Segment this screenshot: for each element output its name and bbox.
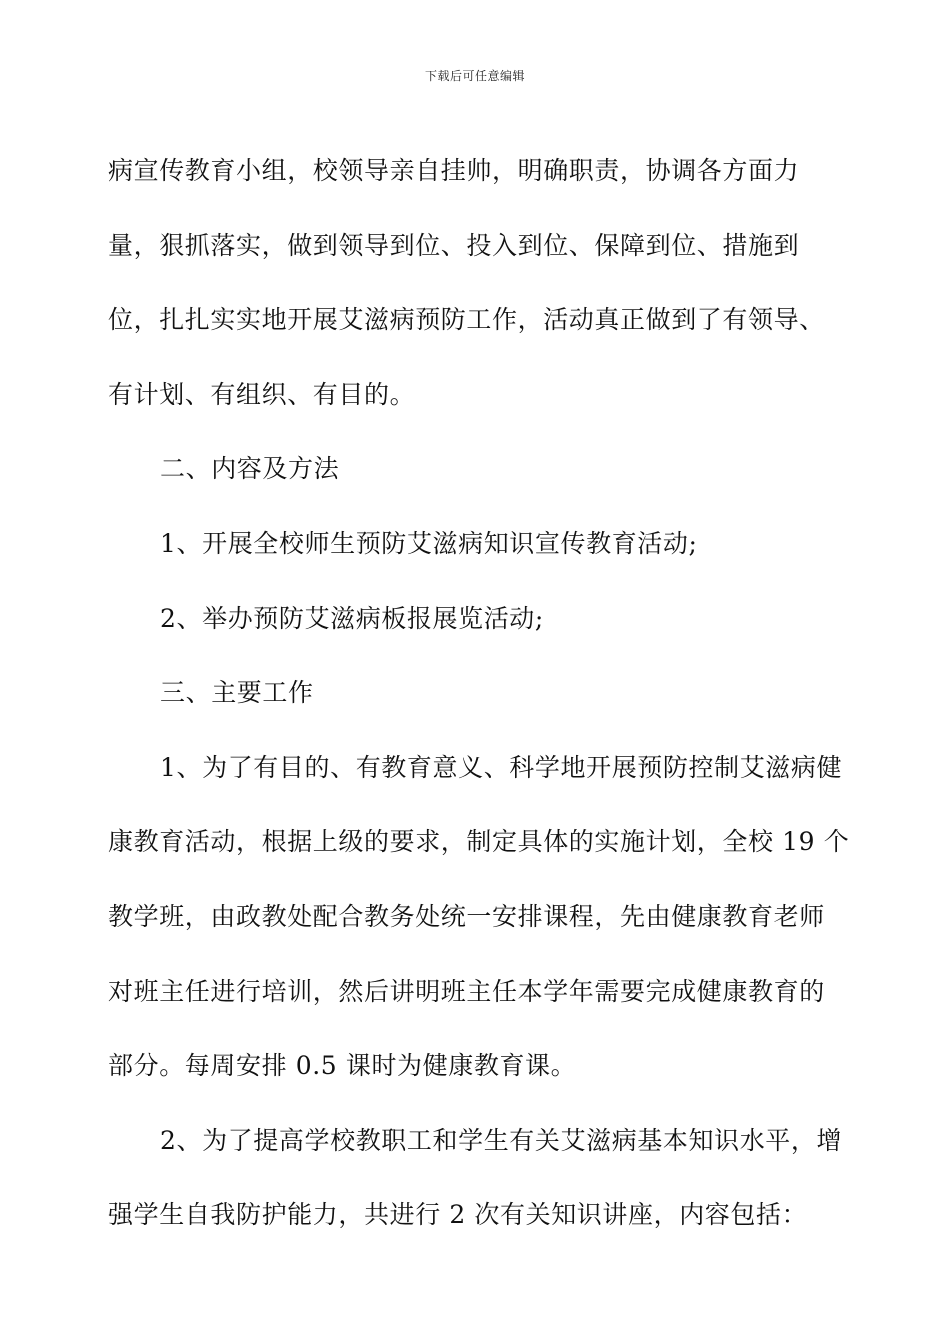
paragraph-line: 位，扎扎实实地开展艾滋病预防工作，活动真正做到了有领导、: [108, 305, 825, 335]
paragraph-line: 量，狠抓落实，做到领导到位、投入到位、保障到位、措施到: [108, 230, 800, 260]
paragraph-line: 部分。每周安排 0.5 课时为健康教育课。: [108, 1051, 577, 1081]
header-note: 下载后可任意编辑: [424, 69, 525, 83]
paragraph-line: 1、为了有目的、有教育意义、科学地开展预防控制艾滋病健: [160, 752, 843, 782]
list-item: 2、举办预防艾滋病板报展览活动;: [160, 603, 544, 633]
paragraph-line: 有计划、有组织、有目的。: [108, 379, 416, 409]
section-heading: 二、内容及方法: [160, 454, 340, 484]
paragraph-line: 对班主任进行培训，然后讲明班主任本学年需要完成健康教育的: [108, 976, 825, 1006]
paragraph-line: 2、为了提高学校教职工和学生有关艾滋病基本知识水平，增: [160, 1125, 843, 1155]
paragraph-line: 教学班，由政教处配合教务处统一安排课程，先由健康教育老师: [108, 901, 825, 931]
paragraph-line: 康教育活动，根据上级的要求，制定具体的实施计划，全校 19 个: [108, 827, 850, 857]
paragraph-line: 病宣传教育小组，校领导亲自挂帅，明确职责，协调各方面力: [108, 156, 800, 185]
section-heading: 三、主要工作: [160, 678, 314, 708]
list-item: 1、开展全校师生预防艾滋病知识宣传教育活动;: [160, 528, 698, 558]
paragraph-line: 强学生自我防护能力，共进行 2 次有关知识讲座，内容包括：: [108, 1200, 808, 1230]
document-body: [108, 134, 850, 1253]
